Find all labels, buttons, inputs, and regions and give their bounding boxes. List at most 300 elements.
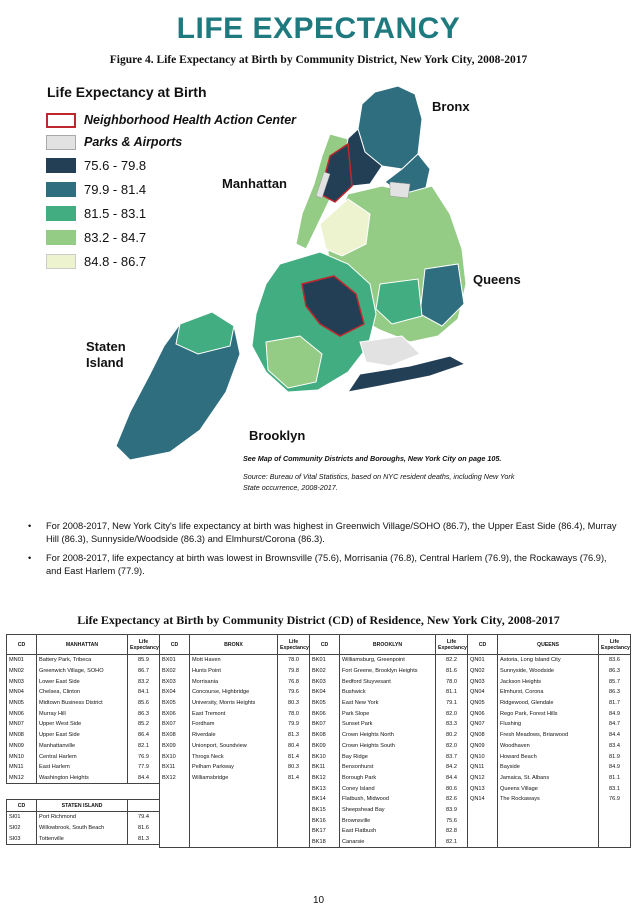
cd-cell: QN11: [468, 762, 498, 773]
district-cell: [190, 783, 278, 794]
le-cell: 78.0: [278, 708, 310, 719]
district-cell: Brownsville: [340, 815, 436, 826]
table-row: [468, 676, 631, 687]
table-row: [468, 805, 631, 816]
district-cell: Williamsbridge: [190, 773, 278, 784]
le-cell: 80.3: [278, 698, 310, 709]
table-row: [7, 655, 160, 666]
legend-range-2: [46, 181, 146, 197]
cd-cell: BK10: [310, 751, 340, 762]
district-cell: Concourse, Highbridge: [190, 687, 278, 698]
le-cell: 81.3: [278, 730, 310, 741]
cd-cell: BX04: [160, 687, 190, 698]
table-row: [160, 708, 310, 719]
district-cell: [190, 805, 278, 816]
district-cell: Bayside: [498, 762, 599, 773]
district-cell: Flushing: [498, 719, 599, 730]
cd-cell: BX12: [160, 773, 190, 784]
le-cell: 84.9: [599, 762, 631, 773]
cd-cell: MN07: [7, 719, 37, 730]
cd-cell: QN10: [468, 751, 498, 762]
district-cell: Port Richmond: [37, 812, 128, 823]
le-cell: 84.1: [128, 687, 160, 698]
le-cell: 82.0: [436, 708, 468, 719]
col-le: [128, 800, 160, 812]
cd-cell: BX07: [160, 719, 190, 730]
district-cell: Chelsea, Clinton: [37, 687, 128, 698]
table-row: [160, 815, 310, 826]
le-cell: 82.2: [436, 655, 468, 666]
legend-range-label: 83.2 - 84.7: [84, 229, 147, 245]
bullet-list: [28, 520, 618, 584]
le-cell: 84.4: [128, 773, 160, 784]
airport-shape: [390, 182, 410, 198]
table-row: [7, 730, 160, 741]
le-cell: 76.9: [128, 751, 160, 762]
district-cell: Rego Park, Forest Hills: [498, 708, 599, 719]
cd-cell: SI02: [7, 823, 37, 834]
le-cell: 83.9: [436, 805, 468, 816]
table-row: [160, 730, 310, 741]
cd-cell: BX11: [160, 762, 190, 773]
district-cell: Woodhaven: [498, 741, 599, 752]
staten-label-1: Staten: [86, 339, 126, 354]
district-cell: [190, 826, 278, 837]
cd-cell: BX10: [160, 751, 190, 762]
table-row: [160, 773, 310, 784]
le-cell: 76.8: [278, 676, 310, 687]
table-row: [310, 837, 468, 848]
cd-cell: BK07: [310, 719, 340, 730]
table-body: [7, 812, 160, 845]
cd-cell: BX09: [160, 741, 190, 752]
cd-cell: [160, 837, 190, 848]
le-cell: 81.6: [128, 823, 160, 834]
table-row: [310, 751, 468, 762]
le-cell: 85.2: [128, 719, 160, 730]
le-cell: [278, 815, 310, 826]
district-cell: Pelham Parkway: [190, 762, 278, 773]
district-cell: Ridgewood, Glendale: [498, 698, 599, 709]
table-row: [7, 719, 160, 730]
legend-range-4: [46, 229, 146, 245]
district-cell: [498, 805, 599, 816]
le-cell: 78.0: [436, 676, 468, 687]
table-row: [160, 826, 310, 837]
district-cell: Crown Heights South: [340, 741, 436, 752]
table-row: [310, 698, 468, 709]
cd-cell: MN08: [7, 730, 37, 741]
le-cell: 75.6: [436, 815, 468, 826]
legend-range-label: 79.9 - 81.4: [84, 181, 147, 197]
le-cell: 76.9: [599, 794, 631, 805]
col-le: Life Expectancy: [128, 635, 160, 655]
le-cell: 82.0: [436, 741, 468, 752]
legend-range-3: [46, 205, 146, 221]
le-cell: 81.4: [278, 751, 310, 762]
le-cell: 85.6: [128, 698, 160, 709]
col-cd: CD: [310, 635, 340, 655]
le-cell: 78.0: [278, 655, 310, 666]
district-cell: Greenwich Village, SOHO: [37, 666, 128, 677]
col-cd: CD: [468, 635, 498, 655]
cd-cell: QN01: [468, 655, 498, 666]
cd-cell: BK13: [310, 783, 340, 794]
cd-cell: QN02: [468, 666, 498, 677]
page-title: LIFE EXPECTANCY: [176, 12, 461, 45]
cd-cell: [468, 826, 498, 837]
cd-cell: MN09: [7, 741, 37, 752]
district-cell: Lower East Side: [37, 676, 128, 687]
cd-cell: MN01: [7, 655, 37, 666]
le-cell: 84.9: [599, 708, 631, 719]
col-cd: CD: [160, 635, 190, 655]
district-cell: Bushwick: [340, 687, 436, 698]
table-row: [7, 687, 160, 698]
le-cell: 77.9: [128, 762, 160, 773]
district-cell: Canarsie: [340, 837, 436, 848]
le-cell: 86.7: [128, 666, 160, 677]
district-cell: Unionport, Soundview: [190, 741, 278, 752]
table-row: [160, 666, 310, 677]
col-district: STATEN ISLAND: [37, 800, 128, 812]
page-number: 10: [312, 895, 325, 906]
district-cell: East Harlem: [37, 762, 128, 773]
table-row: [468, 741, 631, 752]
table-row: [160, 783, 310, 794]
cd-cell: MN05: [7, 698, 37, 709]
col-district: QUEENS: [498, 635, 599, 655]
district-cell: East Tremont: [190, 708, 278, 719]
legend-parks-label: Parks & Airports: [84, 135, 183, 149]
district-cell: Williamsburg, Greenpoint: [340, 655, 436, 666]
table-row: [160, 762, 310, 773]
table-row: [160, 719, 310, 730]
manhattan-table: [6, 634, 160, 784]
table-row: [7, 741, 160, 752]
le-cell: 81.6: [436, 666, 468, 677]
table-row: [310, 708, 468, 719]
legend-range-label: 84.8 - 86.7: [84, 253, 147, 269]
district-cell: [190, 794, 278, 805]
table-row: [310, 666, 468, 677]
cd-cell: BK05: [310, 698, 340, 709]
cd-cell: MN11: [7, 762, 37, 773]
le-cell: 83.4: [599, 741, 631, 752]
cd-cell: QN13: [468, 783, 498, 794]
legend-range-label: 75.6 - 79.8: [84, 157, 147, 173]
table-row: [160, 698, 310, 709]
table-row: [468, 837, 631, 848]
table-row: [310, 719, 468, 730]
le-cell: [278, 805, 310, 816]
table-row: [468, 794, 631, 805]
queens-label: Queens: [473, 272, 521, 287]
le-cell: 84.4: [436, 773, 468, 784]
table-row: [468, 719, 631, 730]
bullet-dot-icon: •: [28, 553, 32, 563]
district-cell: Queens Village: [498, 783, 599, 794]
table-row: [160, 837, 310, 848]
district-cell: The Rockaways: [498, 794, 599, 805]
table-row: [7, 823, 160, 834]
cd-cell: MN02: [7, 666, 37, 677]
cd-cell: BX02: [160, 666, 190, 677]
legend-title: Life Expectancy at Birth: [47, 84, 207, 100]
cd-cell: BK02: [310, 666, 340, 677]
table-row: [310, 794, 468, 805]
le-cell: [599, 815, 631, 826]
district-cell: Upper West Side: [37, 719, 128, 730]
table-row: [7, 698, 160, 709]
table-row: [310, 676, 468, 687]
cd-cell: BX08: [160, 730, 190, 741]
map-note: See Map of Community Districts and Boroughs, New York City on page 105.: [243, 454, 502, 463]
table-row: [310, 805, 468, 816]
district-cell: East Flatbush: [340, 826, 436, 837]
brooklyn-label: Brooklyn: [249, 428, 306, 443]
table-row: [468, 655, 631, 666]
le-cell: 86.3: [599, 666, 631, 677]
le-cell: 80.6: [436, 783, 468, 794]
le-cell: 79.1: [436, 698, 468, 709]
district-cell: Jamaica, St. Albans: [498, 773, 599, 784]
cd-cell: BK18: [310, 837, 340, 848]
table-row: [7, 812, 160, 823]
cd-cell: BK03: [310, 676, 340, 687]
district-cell: East New York: [340, 698, 436, 709]
district-cell: [498, 826, 599, 837]
table-row: [160, 794, 310, 805]
district-cell: Jackson Heights: [498, 676, 599, 687]
table-row: [310, 655, 468, 666]
le-cell: 80.3: [278, 762, 310, 773]
cd-cell: [160, 794, 190, 805]
range-swatch: [46, 182, 76, 197]
district-cell: Throgs Neck: [190, 751, 278, 762]
le-cell: 86.3: [599, 687, 631, 698]
cd-cell: QN04: [468, 687, 498, 698]
table-row: [310, 826, 468, 837]
range-swatch: [46, 230, 76, 245]
cd-cell: [468, 837, 498, 848]
legend-range-label: 81.5 - 83.1: [84, 205, 147, 221]
district-cell: Murray Hill: [37, 708, 128, 719]
bronx-label: Bronx: [432, 99, 470, 114]
le-cell: [278, 826, 310, 837]
figure-title: Figure 4. Life Expectancy at Birth by Community District, New York City, 2008-2017: [109, 54, 528, 66]
cd-cell: BX03: [160, 676, 190, 687]
district-cell: Fort Greene, Brooklyn Heights: [340, 666, 436, 677]
table-row: [7, 773, 160, 784]
col-le: Life Expectancy: [278, 635, 310, 655]
table-row: [468, 826, 631, 837]
le-cell: 81.1: [599, 773, 631, 784]
table-row: [468, 815, 631, 826]
bullet-item: [28, 520, 618, 546]
table-row: [160, 741, 310, 752]
col-district: BROOKLYN: [340, 635, 436, 655]
table-body: [468, 655, 631, 848]
table-row: [160, 687, 310, 698]
le-cell: 84.7: [599, 719, 631, 730]
district-cell: Astoria, Long Island City: [498, 655, 599, 666]
cd-cell: [160, 815, 190, 826]
bullet-text: For 2008-2017, New York City's life expectancy at birth was highest in Greenwich Village/SOHO (86.7), the Upper East Side (86.4), Murray Hill (86.3), Sunnyside/Woodside (86.3) and Elmhurst/Corona (86.3).: [46, 521, 617, 544]
cd-cell: BX01: [160, 655, 190, 666]
table-row: [310, 741, 468, 752]
cd-cell: BK12: [310, 773, 340, 784]
cd-cell: QN08: [468, 730, 498, 741]
cd-cell: BX05: [160, 698, 190, 709]
le-cell: [599, 837, 631, 848]
table-row: [468, 708, 631, 719]
le-cell: 82.1: [436, 837, 468, 848]
district-cell: Manhattanville: [37, 741, 128, 752]
district-cell: Battery Park, Tribeca: [37, 655, 128, 666]
cd-cell: [160, 826, 190, 837]
district-cell: Park Slope: [340, 708, 436, 719]
district-cell: Howard Beach: [498, 751, 599, 762]
cd-cell: BX06: [160, 708, 190, 719]
table-row: [7, 833, 160, 844]
range-swatch: [46, 206, 76, 221]
col-le: Life Expectancy: [436, 635, 468, 655]
district-cell: [498, 815, 599, 826]
table-row: [7, 751, 160, 762]
bullet-text: For 2008-2017, life expectancy at birth was lowest in Brownsville (75.6), Morrisania (76.8), Central Harlem (76.9), the Rockaways (76.9), and East Harlem (77.9).: [46, 553, 607, 576]
district-cell: Elmhurst, Corona: [498, 687, 599, 698]
district-cell: Coney Island: [340, 783, 436, 794]
district-cell: Willowbrook, South Beach: [37, 823, 128, 834]
legend-parks: [46, 134, 182, 150]
table-row: [468, 687, 631, 698]
table-row: [310, 730, 468, 741]
cd-cell: QN03: [468, 676, 498, 687]
manhattan-label: Manhattan: [222, 176, 287, 191]
district-cell: Bensonhurst: [340, 762, 436, 773]
cd-cell: MN03: [7, 676, 37, 687]
district-cell: Central Harlem: [37, 751, 128, 762]
district-cell: [498, 837, 599, 848]
cd-cell: SI01: [7, 812, 37, 823]
cd-cell: BK09: [310, 741, 340, 752]
table-row: [160, 655, 310, 666]
table-row: [310, 762, 468, 773]
table-row: [7, 676, 160, 687]
table-title: Life Expectancy at Birth by Community District (CD) of Residence, New York City, 2008-2017: [77, 613, 560, 627]
nyc-life-expectancy-map: [30, 74, 480, 464]
le-cell: 84.4: [599, 730, 631, 741]
col-cd: CD: [7, 635, 37, 655]
le-cell: 81.4: [278, 773, 310, 784]
cd-cell: BK16: [310, 815, 340, 826]
district-cell: Flatbush, Midwood: [340, 794, 436, 805]
le-cell: 85.9: [128, 655, 160, 666]
cd-cell: BK04: [310, 687, 340, 698]
cd-cell: BK15: [310, 805, 340, 816]
le-cell: 79.9: [278, 719, 310, 730]
source-line-1: Source: Bureau of Vital Statistics, based on NYC resident deaths, including New York: [243, 472, 515, 481]
queens-table: [467, 634, 631, 848]
district-cell: Sunset Park: [340, 719, 436, 730]
district-cell: Sheepshead Bay: [340, 805, 436, 816]
district-cell: Bay Ridge: [340, 751, 436, 762]
cd-cell: [468, 815, 498, 826]
parks-swatch: [46, 135, 76, 150]
table-row: [468, 666, 631, 677]
bullet-item: [28, 552, 618, 578]
table-row: [310, 687, 468, 698]
cd-cell: QN12: [468, 773, 498, 784]
le-cell: [599, 805, 631, 816]
table-row: [468, 783, 631, 794]
le-cell: 86.3: [128, 708, 160, 719]
brooklyn-table: [309, 634, 468, 848]
le-cell: 85.7: [599, 676, 631, 687]
district-cell: Upper East Side: [37, 730, 128, 741]
district-cell: Morrisania: [190, 676, 278, 687]
cd-cell: QN05: [468, 698, 498, 709]
table-row: [7, 762, 160, 773]
le-cell: [278, 794, 310, 805]
cd-cell: SI03: [7, 833, 37, 844]
le-cell: 80.2: [436, 730, 468, 741]
cd-cell: QN09: [468, 741, 498, 752]
le-cell: 86.4: [128, 730, 160, 741]
legend-range-5: [46, 253, 146, 269]
col-district: MANHATTAN: [37, 635, 128, 655]
district-cell: Midtown Business District: [37, 698, 128, 709]
district-cell: Fresh Meadows, Briarwood: [498, 730, 599, 741]
table-row: [160, 805, 310, 816]
table-row: [310, 783, 468, 794]
range-swatch: [46, 158, 76, 173]
cd-cell: BK06: [310, 708, 340, 719]
source-line-2: State occurrence, 2008-2017.: [243, 483, 338, 492]
table-row: [310, 815, 468, 826]
cd-cell: QN14: [468, 794, 498, 805]
le-cell: 82.1: [128, 741, 160, 752]
table-row: [160, 751, 310, 762]
district-cell: Mott Haven: [190, 655, 278, 666]
cd-cell: BK17: [310, 826, 340, 837]
district-cell: Tottenville: [37, 833, 128, 844]
district-cell: Fordham: [190, 719, 278, 730]
le-cell: 83.2: [128, 676, 160, 687]
table-row: [7, 666, 160, 677]
bullet-dot-icon: •: [28, 521, 32, 531]
le-cell: [599, 826, 631, 837]
le-cell: 81.3: [128, 833, 160, 844]
le-cell: 83.1: [599, 783, 631, 794]
district-cell: Borough Park: [340, 773, 436, 784]
table-row: [468, 773, 631, 784]
le-cell: 82.8: [436, 826, 468, 837]
range-swatch: [46, 254, 76, 269]
legend-nhac: [46, 112, 296, 128]
district-cell: Crown Heights North: [340, 730, 436, 741]
cd-cell: MN06: [7, 708, 37, 719]
le-cell: 83.6: [599, 655, 631, 666]
cd-cell: [160, 805, 190, 816]
le-cell: 79.8: [278, 666, 310, 677]
district-cell: University, Morris Heights: [190, 698, 278, 709]
cd-cell: [160, 783, 190, 794]
cd-cell: BK14: [310, 794, 340, 805]
nhac-swatch: [46, 113, 76, 128]
district-cell: [190, 815, 278, 826]
